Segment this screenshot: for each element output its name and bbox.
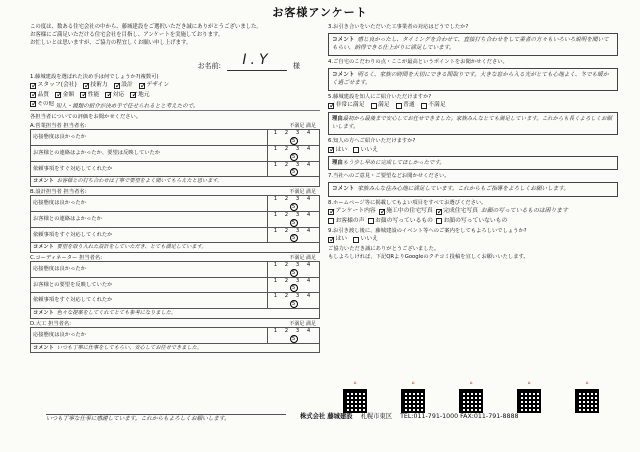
checkbox-icon[interactable] bbox=[379, 209, 385, 215]
checkbox-icon[interactable] bbox=[353, 147, 359, 153]
rating-choices[interactable]: 1 2 3 4 5 bbox=[268, 328, 320, 344]
q5-option-bad[interactable]: 不満足 bbox=[421, 102, 446, 109]
brand-logo-icon: ⌂ bbox=[469, 381, 473, 386]
q8-handwritten-note: お顔の写っているものは困ります bbox=[480, 208, 568, 215]
q6-reason[interactable]: 理由もう少し早めに完成してほしかったです。 bbox=[328, 156, 618, 171]
design-rating-table bbox=[30, 195, 320, 243]
q1-option-other[interactable]: ✓ その他 bbox=[30, 101, 54, 108]
sales-comment[interactable]: コメント お客様との打ち合わせは丁寧で要望をよく聞いてもらえたと思います。 bbox=[30, 177, 320, 187]
checkbox-icon[interactable] bbox=[139, 83, 145, 89]
qr-code-icon[interactable] bbox=[575, 389, 599, 413]
table-row: 応接態度は良かったか 1 2 3 4 5 bbox=[31, 262, 320, 278]
qr-code-row bbox=[330, 381, 612, 413]
table-row: お客様との要望を反映していたか 1 2 3 4 5 bbox=[31, 277, 320, 293]
name-row bbox=[30, 52, 320, 71]
q1-options-row-2 bbox=[30, 92, 320, 99]
q9-option-no[interactable]: いいえ bbox=[353, 236, 378, 243]
checkbox-icon[interactable] bbox=[55, 92, 61, 98]
selected-rating[interactable]: 5 bbox=[290, 284, 298, 292]
question-3: 3.お引き合いをいただいた工事業者の対応はどうでしたか? bbox=[328, 24, 469, 30]
brand-logo-icon: ⌂ bbox=[585, 381, 589, 386]
checkbox-icon[interactable] bbox=[114, 83, 120, 89]
rating-choices[interactable]: 1 2 3 4 5 bbox=[268, 262, 320, 278]
intro-line-3: お忙しいとは思いますが、ご協力の程宜しくお願い申し上げます。 bbox=[30, 39, 192, 46]
checkbox-icon[interactable] bbox=[396, 103, 402, 109]
question-4: 4.ご自宅のこだわりの点・ここが最高というポイントをお聞かせください。 bbox=[328, 58, 508, 65]
selected-rating[interactable]: 5 bbox=[290, 153, 298, 161]
thanks-note: ご協力いただき誠にありがとうございました。 bbox=[328, 245, 440, 252]
q5-reason[interactable]: 理由最初から最後まで安心してお任せできました。家族みんなとても満足しています。これからも長くよろしくお願いします。 bbox=[328, 112, 618, 135]
q6-option-no[interactable]: いいえ bbox=[353, 147, 378, 154]
table-row: 依頼事項をすぐ対応してくれたか 1 2 3 4 5 bbox=[31, 227, 320, 243]
checkbox-icon[interactable] bbox=[421, 103, 427, 109]
checkbox-icon[interactable] bbox=[30, 101, 36, 107]
checkbox-icon[interactable] bbox=[436, 218, 442, 224]
selected-rating[interactable]: 5 bbox=[290, 234, 298, 242]
selected-rating[interactable]: 5 bbox=[290, 335, 298, 343]
q9-option-yes[interactable]: ✓ はい bbox=[328, 236, 347, 243]
qr-code-icon[interactable] bbox=[343, 389, 367, 413]
footer bbox=[300, 413, 519, 421]
q8-options-row-1 bbox=[328, 208, 618, 215]
question-2: 各担当者についての評価をお聞かせください。 bbox=[30, 114, 142, 121]
company-name: 株式会社 藤城建設 bbox=[300, 413, 353, 420]
checkbox-icon[interactable] bbox=[436, 209, 442, 215]
q8-option-voice[interactable]: お客様の声 bbox=[328, 218, 365, 225]
table-row: 依頼事項をすぐ対応してくれたか 1 2 3 4 5 bbox=[31, 161, 320, 177]
question-8: 8.ホームページ等に掲載してもよい項目をすべてお選びください。 bbox=[328, 199, 487, 206]
rating-choices[interactable]: 1 2 3 4 5 bbox=[268, 211, 320, 227]
q8-option-questionnaire[interactable]: ✓ アンケート内容 bbox=[328, 208, 376, 215]
qr-card[interactable] bbox=[504, 381, 554, 413]
coordinator-section-head: C.コーディネーター 担当者名: 不満足 満足 bbox=[30, 254, 316, 261]
company-phone: TEL:011-791-1000 FAX:011-791-8888 bbox=[400, 413, 519, 420]
table-row: 応接態度は良かったか 1 2 3 4 5 bbox=[31, 328, 320, 344]
checkbox-icon[interactable] bbox=[328, 147, 334, 153]
carpenter-section-head: D.大工 担当者名: 不満足 満足 bbox=[30, 320, 316, 327]
coordinator-comment[interactable]: コメント 色々な提案をしてくれてとても参考になりました。 bbox=[30, 309, 320, 319]
table-row: 依頼事項をすぐ対応してくれたか 1 2 3 4 5 bbox=[31, 293, 320, 309]
q1-option-quality[interactable]: ✓ 品質 bbox=[30, 92, 49, 99]
q5-option-normal[interactable]: 普通 bbox=[396, 102, 415, 109]
q1-option-service[interactable]: ✓ 対応 bbox=[105, 92, 124, 99]
rating-choices[interactable]: 1 2 3 4 5 bbox=[268, 130, 320, 146]
checkbox-icon[interactable] bbox=[328, 103, 334, 109]
checkbox-icon[interactable] bbox=[130, 92, 136, 98]
selected-rating[interactable]: 5 bbox=[290, 300, 298, 308]
qr-card[interactable] bbox=[388, 381, 438, 413]
question-6: 6.知人の方へご紹介いただけますか? bbox=[328, 137, 416, 144]
checkbox-icon[interactable] bbox=[30, 92, 36, 98]
selected-rating[interactable]: 5 bbox=[290, 219, 298, 227]
q5-options bbox=[328, 102, 618, 109]
design-section-head: B.設計担当者 担当者名: 不満足 満足 bbox=[30, 188, 316, 195]
rating-choices[interactable]: 1 2 3 4 5 bbox=[268, 196, 320, 212]
q1-option-staff[interactable]: ✓ スタッフ(会社) bbox=[30, 82, 77, 89]
name-label: お名前: bbox=[197, 62, 221, 70]
checkbox-icon[interactable] bbox=[83, 83, 89, 89]
qr-card[interactable] bbox=[446, 381, 496, 413]
qr-code-icon[interactable] bbox=[401, 389, 425, 413]
left-column bbox=[30, 24, 320, 353]
checkbox-icon[interactable] bbox=[328, 209, 334, 215]
selected-rating[interactable]: 5 bbox=[290, 137, 298, 145]
q1-option-price[interactable]: ✓ 金額 bbox=[55, 92, 74, 99]
rating-choices[interactable]: 1 2 3 4 5 bbox=[268, 227, 320, 243]
sales-staff-label: A.営業担当者 担当者名: bbox=[30, 122, 87, 129]
checkbox-icon[interactable] bbox=[328, 237, 334, 243]
q1-other-answer[interactable]: 知人・親類の紹介が決め手で任せられるとと考えたので。 bbox=[55, 103, 199, 110]
q1-option-tech[interactable]: ✓ 技術力 bbox=[83, 82, 108, 89]
rating-choices[interactable]: 1 2 3 4 5 bbox=[268, 145, 320, 161]
question-9: 9.お引き渡し後に、藤城建設のイベント等へのご案内をしてもよろしいでしょうか? bbox=[328, 227, 527, 234]
q8-option-completion[interactable]: ✓ 完成住宅写真 bbox=[436, 208, 478, 215]
sales-rating-table bbox=[30, 129, 320, 177]
checkbox-icon[interactable] bbox=[30, 83, 36, 89]
q5-option-good[interactable]: 満足 bbox=[371, 102, 390, 109]
intro-text bbox=[30, 24, 320, 46]
brand-logo-icon: ⌂ bbox=[411, 381, 415, 386]
q6-options bbox=[328, 147, 618, 154]
q7-comment[interactable]: コメント 家族みんな住み心地に満足しています。これからもご指導をよろしくお願いします。 bbox=[328, 182, 618, 197]
checkbox-icon[interactable] bbox=[328, 218, 334, 224]
table-row: お客様との連絡はよかったか 1 2 3 4 5 bbox=[31, 211, 320, 227]
q1-option-performance[interactable]: ✓ 性能 bbox=[80, 92, 99, 99]
company-address: 札幌市東区 bbox=[360, 413, 393, 420]
question-7: 7.当社へのご意見・ご要望などお聞かせください。 bbox=[328, 173, 450, 180]
checkbox-icon[interactable] bbox=[353, 237, 359, 243]
q6-option-yes[interactable]: ✓ はい bbox=[328, 147, 347, 154]
q5-option-very-good[interactable]: ✓ 非常に満足 bbox=[328, 102, 365, 109]
q3-comment[interactable]: コメント 感じ良かったし、タイミングを合わせて、直接打ち合わせをして業者の方々もいろいろ説明を聞いてもらい、納得できる仕上がりに満足しています。 bbox=[328, 33, 618, 56]
table-row: 応接態度は良かったか 1 2 3 4 5 bbox=[31, 196, 320, 212]
carpenter-rating-table bbox=[30, 327, 320, 344]
q8-option-not-want[interactable]: お顔の写っていないもの bbox=[436, 218, 507, 225]
q1-option-design2[interactable]: ✓ デザイン bbox=[139, 82, 169, 89]
right-column bbox=[328, 24, 618, 261]
rating-choices[interactable]: 1 2 3 4 5 bbox=[268, 161, 320, 177]
intro-line-2: お客様にご満足いただける住宅会社を目指し、アンケートを実施しております。 bbox=[30, 31, 224, 38]
brand-logo-icon: ⌂ bbox=[353, 381, 357, 386]
q8-option-construction[interactable]: ✓ 施工中の住宅写真 bbox=[379, 208, 433, 215]
name-field[interactable]: I.Y bbox=[227, 52, 287, 71]
qr-code-icon[interactable] bbox=[517, 389, 541, 413]
q4-comment[interactable]: コメント 明るく、家族の時間を大切にできる間取りです。大きな窓から入る光がとても心地よく、冬でも暖かく過ごせます。 bbox=[328, 68, 618, 91]
q1-options-row-1 bbox=[30, 82, 320, 89]
question-5: 5.藤城建設を知人にご紹介いただけますか? bbox=[328, 93, 432, 100]
carpenter-comment-continued: いつも丁寧な仕事に感謝しています。これからもよろしくお願いします。 bbox=[46, 414, 286, 423]
rating-choices[interactable]: 1 2 3 4 5 bbox=[268, 277, 320, 293]
name-suffix: 様 bbox=[293, 62, 300, 70]
table-row: お客様との連絡はよかったか、要望は反映していたか 1 2 3 4 5 bbox=[31, 145, 320, 161]
qr-card[interactable] bbox=[562, 381, 612, 413]
scale-label: 不満足 満足 bbox=[289, 122, 316, 129]
rating-choices[interactable]: 1 2 3 4 5 bbox=[268, 293, 320, 309]
q9-options bbox=[328, 236, 618, 243]
selected-rating[interactable]: 5 bbox=[290, 168, 298, 176]
checkbox-icon[interactable] bbox=[371, 103, 377, 109]
brand-logo-icon: ⌂ bbox=[527, 381, 531, 386]
review-request: もしよろしければ、下記QRよりGoogleのクチコミ投稿を宜しくお願いいたします。 bbox=[328, 254, 529, 261]
q8-option-reluctant[interactable]: お顔の写っているもの bbox=[368, 218, 433, 225]
coordinator-rating-table bbox=[30, 261, 320, 309]
q1-other-line bbox=[30, 101, 320, 111]
qr-card[interactable] bbox=[330, 381, 380, 413]
question-1: 1.藤城建設を選ばれた決め手は何でしょうか?(複数可) bbox=[30, 73, 159, 80]
selected-rating[interactable]: 5 bbox=[290, 203, 298, 211]
checkbox-icon[interactable] bbox=[368, 218, 374, 224]
design-comment[interactable]: コメント 要望を取り入れた設計をしていただき、とても満足しています。 bbox=[30, 243, 320, 253]
table-row: 応接態度は良かったか 1 2 3 4 5 bbox=[31, 130, 320, 146]
selected-rating[interactable]: 5 bbox=[290, 269, 298, 277]
q8-options-row-2 bbox=[328, 218, 618, 225]
checkbox-icon[interactable] bbox=[80, 92, 86, 98]
intro-line-1: この度は、数ある住宅会社の中から、藤城建設をご選択いただき誠にありがとうございました。 bbox=[30, 24, 262, 30]
sales-section-head bbox=[30, 123, 320, 130]
qr-code-icon[interactable] bbox=[459, 389, 483, 413]
q1-option-local[interactable]: ✓ 地元 bbox=[130, 92, 149, 99]
survey-title: お客様アンケート bbox=[272, 6, 368, 19]
q1-option-design[interactable]: ✓ 設計 bbox=[114, 82, 133, 89]
carpenter-comment[interactable]: コメント いつも丁寧に仕事をしてもらい、安心してお任せできました。 bbox=[30, 344, 320, 354]
checkbox-icon[interactable] bbox=[105, 92, 111, 98]
